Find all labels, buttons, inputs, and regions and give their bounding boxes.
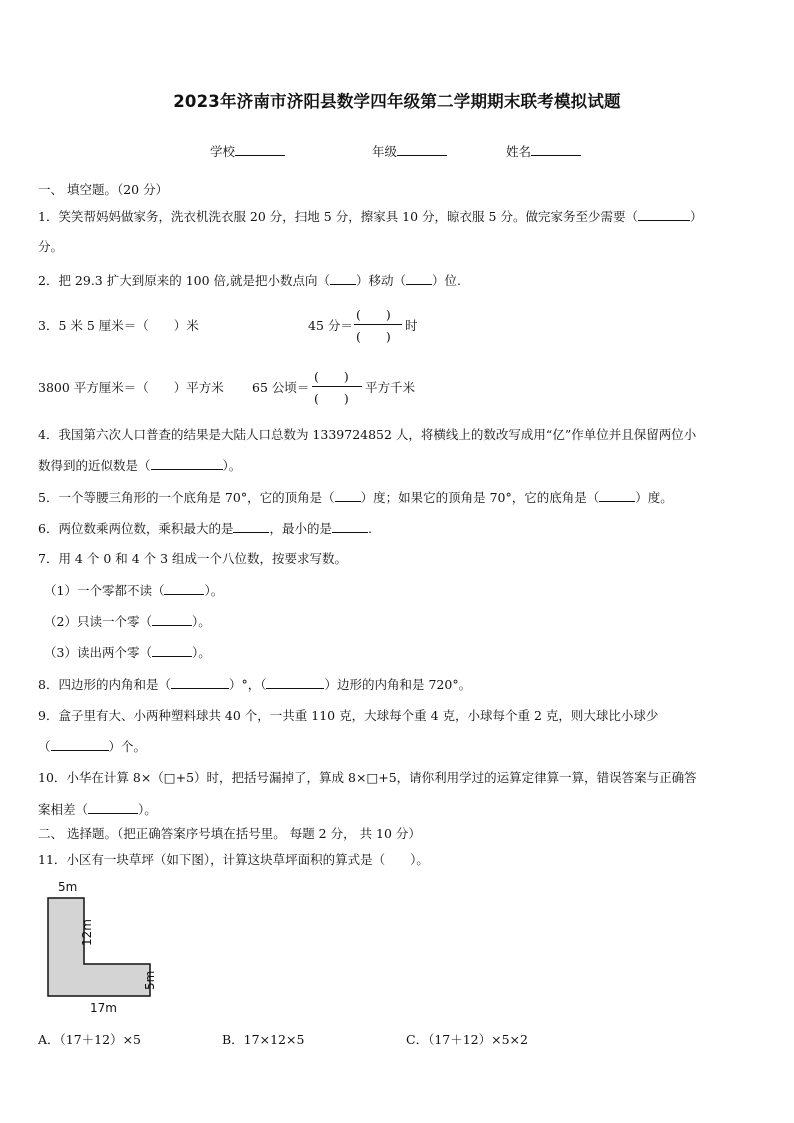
answer-blank — [638, 208, 690, 221]
question-2-text: 2．把 29.3 扩大到原来的 100 倍,就是把小数点向（ — [38, 273, 331, 288]
question-1-text: 1．笑笑帮妈妈做家务，洗衣机洗衣服 20 分，扫地 5 分，擦家具 10 分，晾衣服 5 分。做完家务至少需要（ — [38, 209, 638, 224]
question-2-end: ）位. — [432, 273, 462, 288]
question-10-end: ）。 — [138, 802, 157, 817]
section-heading-choice: 二、 选择题。（把正确答案序号填在括号里。 每题 2 分， 共 10 分） — [38, 826, 421, 841]
question-8-text: 8．四边形的内角和是（ — [38, 677, 171, 692]
question-3-part-2: 45 分＝ — [308, 318, 353, 333]
answer-blank — [152, 613, 192, 626]
answer-blank — [164, 582, 204, 595]
option-b: B．17×12×5 — [222, 1032, 305, 1047]
question-4: 4．我国第六次人口普查的结果是大陆人口总数为 1339724852 人，将横线上的数改写成用“亿”作单位并且保留两位小 — [38, 427, 697, 442]
question-10-cont — [38, 801, 157, 818]
section-heading-fill: 一、 填空题。（20 分） — [38, 182, 169, 197]
lawn-figure — [38, 878, 188, 1018]
answer-blank — [599, 489, 635, 502]
question-7-3-text: （3）读出两个零（ — [44, 645, 152, 660]
fraction-denominator: ( ) — [314, 391, 349, 406]
answer-blank — [332, 520, 368, 533]
option-a: A．（17＋12）×5 — [38, 1032, 142, 1047]
label-top-width: 5m — [58, 880, 78, 894]
question-4-end: ）。 — [222, 458, 242, 473]
label-right-height: 5m — [143, 970, 157, 990]
question-9-end: ）个。 — [108, 739, 147, 754]
question-1 — [38, 208, 702, 225]
question-9-cont — [38, 738, 146, 755]
school-field — [210, 142, 285, 160]
answer-blank — [406, 272, 432, 285]
question-3-unit-2: 平方千米 — [365, 380, 416, 395]
question-6 — [38, 520, 372, 537]
question-7-2 — [44, 613, 211, 630]
question-6-mid: ，最小的是 — [269, 521, 332, 536]
question-7-1 — [44, 582, 223, 599]
question-3-part-4: 65 公顷＝ — [252, 380, 310, 395]
question-4-text: 数得到的近似数是（ — [38, 458, 151, 473]
grade-blank — [397, 143, 447, 156]
grade-label: 年级 — [372, 144, 398, 159]
question-3-unit-1: 时 — [405, 318, 418, 333]
lawn-shape — [48, 898, 150, 996]
question-10: 10．小华在计算 8×（□+5）时，把括号漏掉了，算成 8×□+5，请你利用学过的运算定律算一算，错误答案与正确答 — [38, 770, 697, 785]
page-title: 2023年济南市济阳县数学四年级第二学期期末联考模拟试题 — [173, 92, 621, 111]
fraction-bar — [312, 386, 362, 387]
question-7-1-end: ）。 — [204, 583, 224, 598]
question-7-2-end: ）。 — [191, 614, 211, 629]
question-7-3 — [44, 644, 211, 661]
school-blank — [235, 143, 285, 156]
question-10-text: 案相差（ — [38, 802, 89, 817]
label-side-length: 12m — [80, 919, 94, 946]
fraction-numerator: ( ) — [314, 369, 349, 384]
question-5-mid: ）度；如果它的顶角是 70°，它的底角是（ — [360, 490, 600, 505]
school-label: 学校 — [210, 144, 236, 159]
answer-blank — [335, 489, 361, 502]
question-3-part-3: 3800 平方厘米＝（ ）平方米 — [38, 380, 224, 395]
question-8-mid: ）°，（ — [228, 677, 267, 692]
question-5-text: 5．一个等腰三角形的一个底角是 70°，它的顶角是（ — [38, 490, 335, 505]
answer-blank — [51, 738, 109, 751]
question-3-part-1: 3．5 米 5 厘米＝（ ）米 — [38, 318, 199, 333]
question-8 — [38, 676, 471, 693]
question-7-1-text: （1）一个零都不读（ — [44, 583, 165, 598]
fraction-numerator: ( ) — [356, 307, 391, 322]
option-c: C．（17＋12）×5×2 — [406, 1032, 528, 1047]
question-5-end: ）度。 — [635, 490, 673, 505]
answer-blank — [171, 676, 229, 689]
label-bottom-length: 17m — [90, 1001, 117, 1015]
answer-blank — [233, 520, 269, 533]
question-5 — [38, 489, 673, 506]
name-field — [506, 142, 581, 160]
question-6-text: 6．两位数乘两位数，乘积最大的是 — [38, 521, 234, 536]
answer-blank — [151, 457, 223, 470]
question-7-3-end: ）。 — [191, 645, 211, 660]
question-11: 11．小区有一块草坪（如下图），计算这块草坪面积的算式是（ ）。 — [38, 852, 429, 867]
name-label: 姓名 — [506, 144, 532, 159]
fraction-bar — [354, 324, 402, 325]
question-2-mid: ）移动（ — [356, 273, 407, 288]
question-4-cont — [38, 457, 241, 474]
question-9: 9．盒子里有大、小两种塑料球共 40 个，一共重 110 克，大球每个重 4 克，小球每个重 2 克，则大球比小球少 — [38, 708, 659, 723]
question-1-cont: 分。 — [38, 239, 64, 254]
question-7: 7．用 4 个 0 和 4 个 3 组成一个八位数，按要求写数。 — [38, 551, 348, 566]
question-2 — [38, 272, 461, 289]
question-1-close: ） — [689, 209, 703, 224]
grade-field — [372, 142, 447, 160]
question-8-end: ）边形的内角和是 720°。 — [324, 677, 472, 692]
answer-blank — [152, 644, 192, 657]
answer-blank — [330, 272, 356, 285]
answer-blank — [88, 801, 138, 814]
question-6-end: . — [367, 521, 372, 536]
question-9-open: （ — [38, 739, 51, 754]
fraction-denominator: ( ) — [356, 329, 391, 344]
question-7-2-text: （2）只读一个零（ — [44, 614, 152, 629]
answer-blank — [266, 676, 324, 689]
name-blank — [531, 143, 581, 156]
